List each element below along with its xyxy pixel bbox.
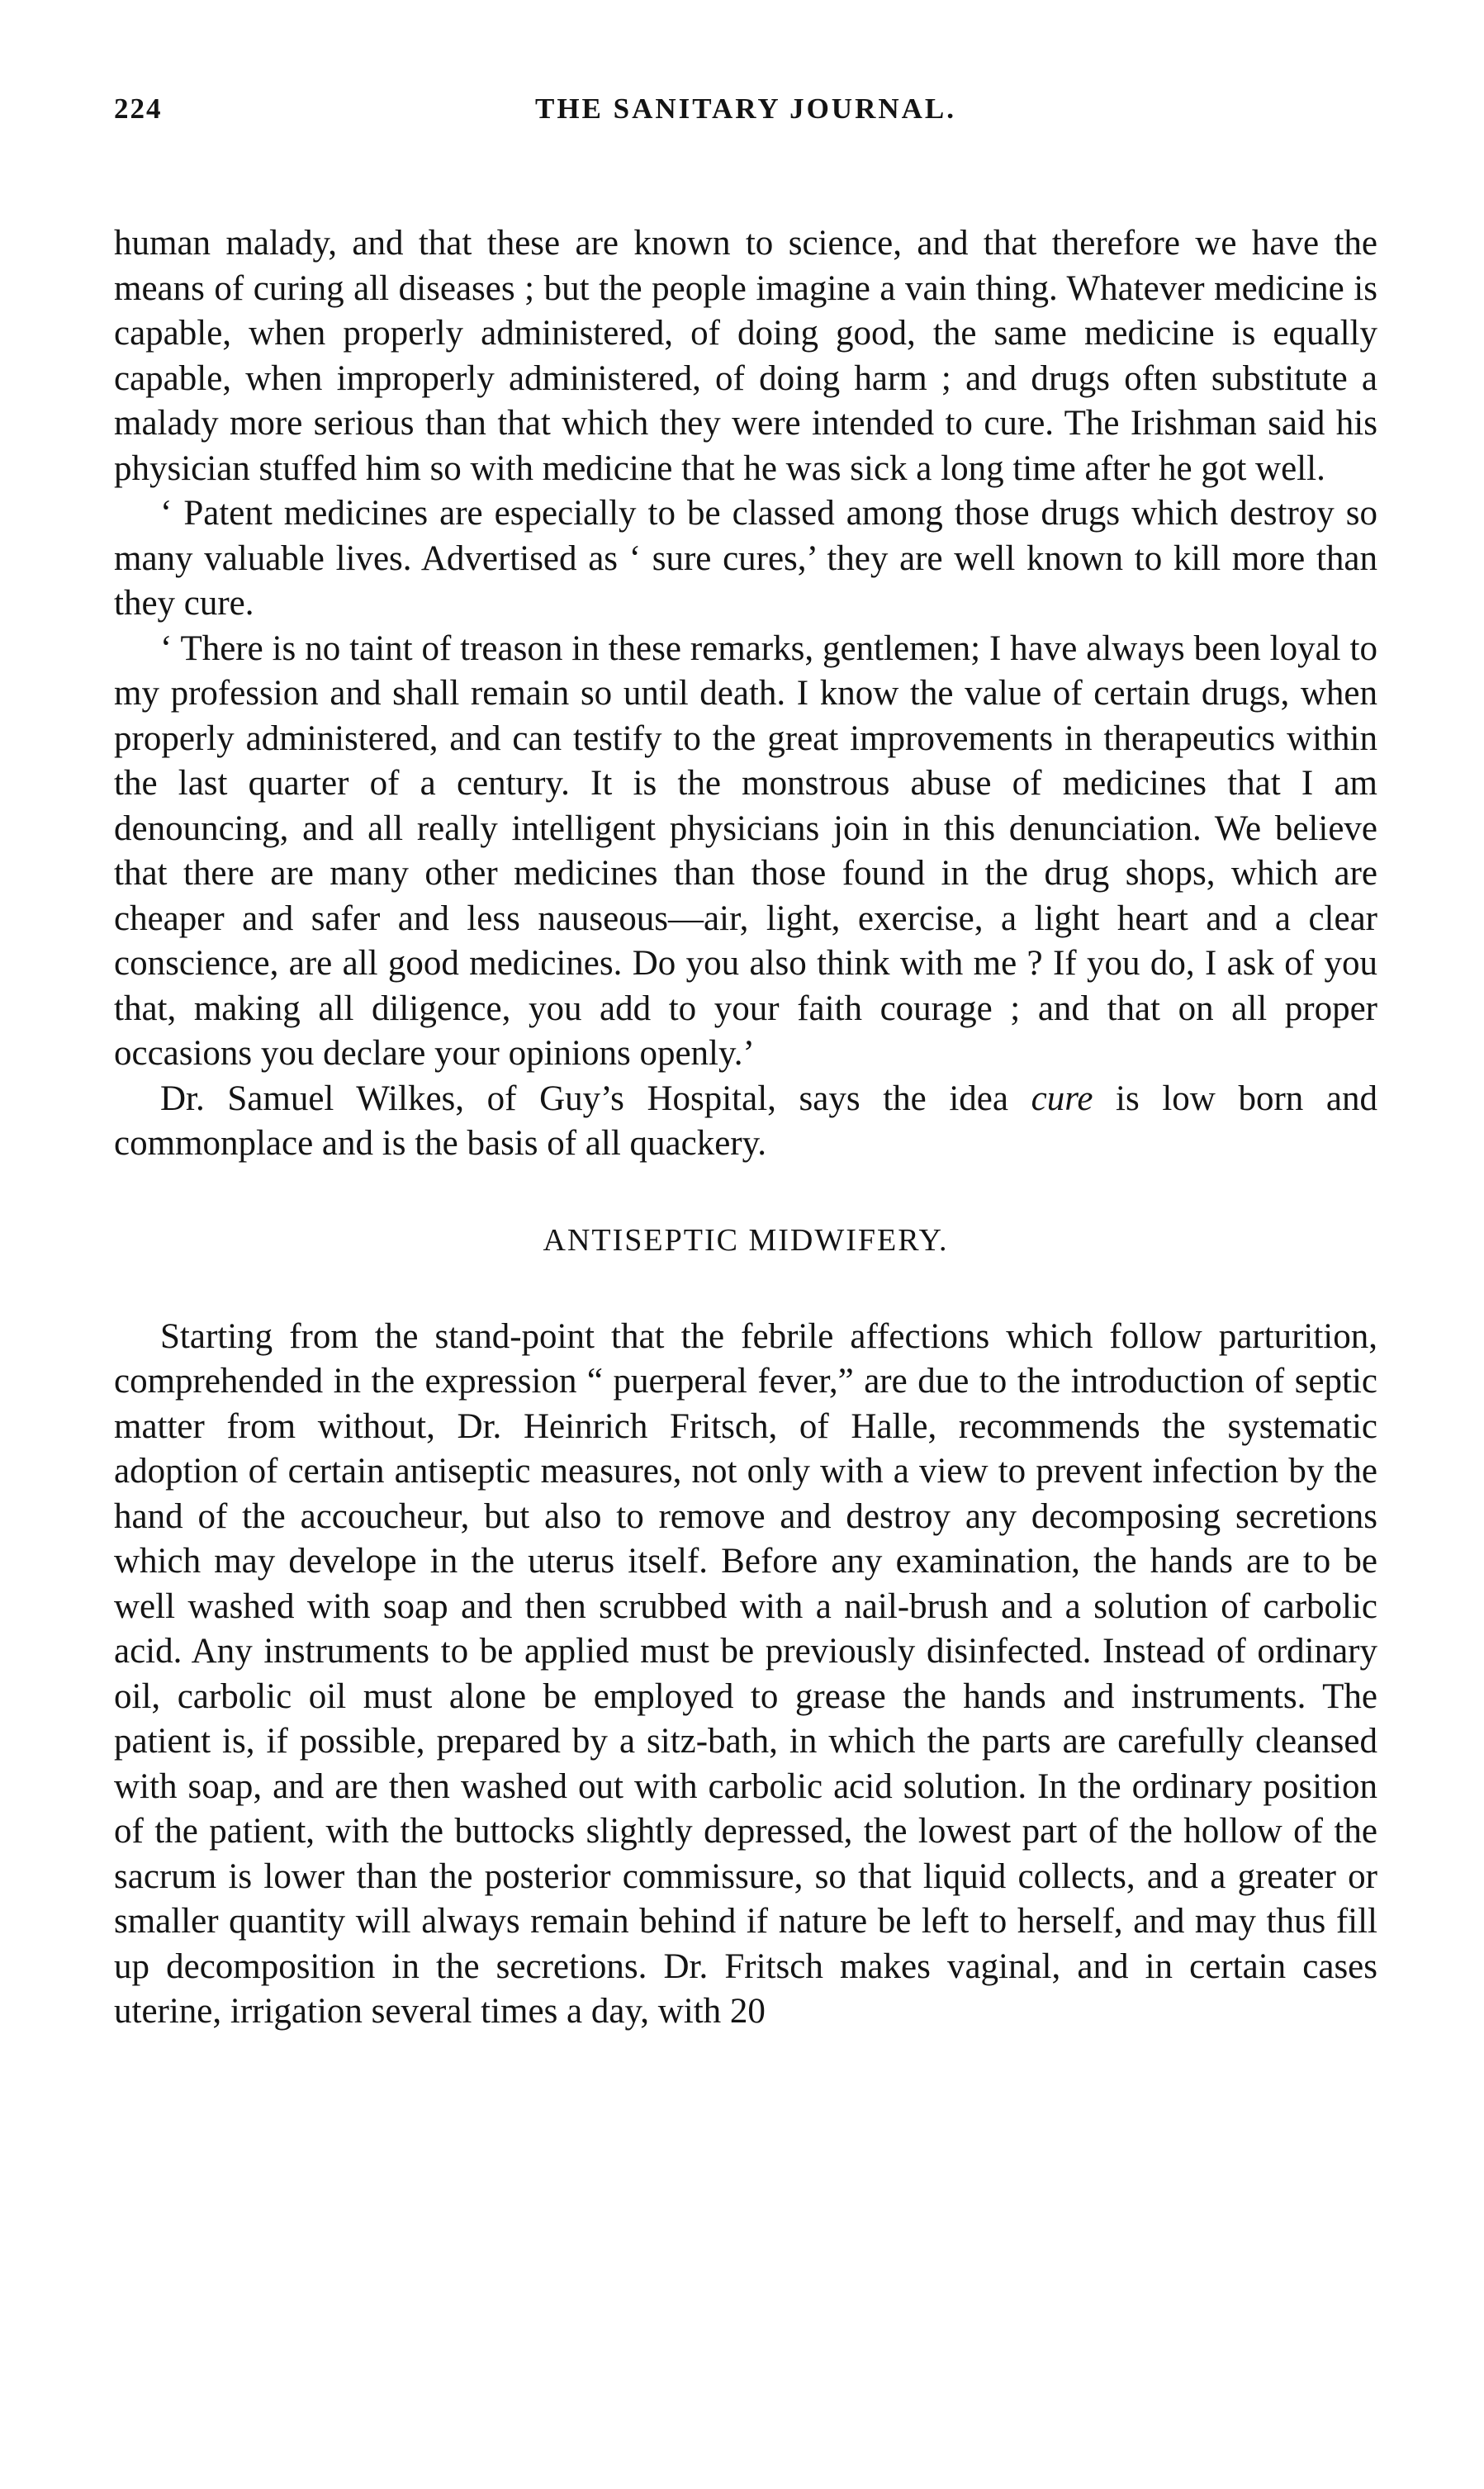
paragraph-text: Dr. Samuel Wilkes, of Guy’s Hospital, says the idea (160, 1079, 1031, 1118)
running-head (114, 92, 1377, 132)
paragraph-text: is low born and commonplace and is the basis of all quackery. (114, 1079, 1377, 1163)
paragraph: ‘ Patent medicines are especially to be classed among those drugs which destroy so many valuable lives. Advertised as ‘ sure cures,’ they are well known to kill more than they cure. (114, 494, 1377, 623)
paragraph: Starting from the stand-point that the febrile affections which follow parturition, comprehended in the expression “ puerperal fever,” are due to the introduction of septic matter from without, Dr. Heinrich Fritsch, of Halle, recommends the systematic adoption of certain antiseptic measures, not only with a view to prevent infection by the hand of the accoucheur, but also to remove and destroy any decomposing secretions which may develope in the uterus itself. Before any examination, the hands are to be well washed with soap and then scrubbed with a nail-brush and a solution of carbolic acid. Any instruments to be applied must be previously disinfected. Instead of ordinary oil, carbolic oil must alone be employed to grease the hands and instruments. The patient is, if possible, prepared by a sitz-bath, in which the parts are carefully cleansed with soap, and are then washed out with carbolic acid solution. In the ordinary position of the patient, with the buttocks slightly depressed, the lowest part of the hollow of the sacrum is lower than the posterior commissure, so that liquid collects, and a greater or smaller quantity will always remain behind if nature be left to herself, and may thus fill up decomposition in the secretions. Dr. Fritsch makes vaginal, and in certain cases uterine, irrigation several times a day, with 20 (114, 1316, 1377, 2031)
section-heading: ANTISEPTIC MIDWIFERY. (543, 1222, 949, 1258)
section-body (114, 1315, 1377, 2035)
journal-title: THE SANITARY JOURNAL. (534, 92, 957, 125)
page-number: 224 (114, 92, 163, 125)
paragraph: human malady, and that these are known to science, and that therefore we have the means of curing all diseases ; but the people imagine a vain thing. Whatever medicine is capable, when properly administered, of doing good, the same medicine is equally capable, when improperly administered, of doing harm ; and drugs often substitute a malady more serious than that which they were intended to cure. The Irishman said his physician stuffed him so with medicine that he was sick a long time after he got well. (114, 224, 1377, 488)
paragraph (114, 1077, 1377, 1167)
journal-page (114, 92, 1377, 2035)
italic-term: cure (1031, 1079, 1093, 1118)
article-continuation (114, 221, 1377, 1167)
paragraph: ‘ There is no taint of treason in these remarks, gentlemen; I have always been loyal to my profession and shall remain so until death. I know the value of certain drugs, when properly administered, and can testify to the great improvements in therapeutics within the last quarter of a century. It is the monstrous abuse of medicines that I am denouncing, and all really intelligent physicians join in this denunciation. We believe that there are many other medicines than those found in the drug shops, which are cheaper and safer and less nauseous—air, light, exercise, a light heart and a clear conscience, are all good medicines. Do you also think with me ? If you do, I ask of you that, making all diligence, you add to your faith courage ; and that on all proper occasions you declare your opinions openly.’ (114, 628, 1377, 1073)
